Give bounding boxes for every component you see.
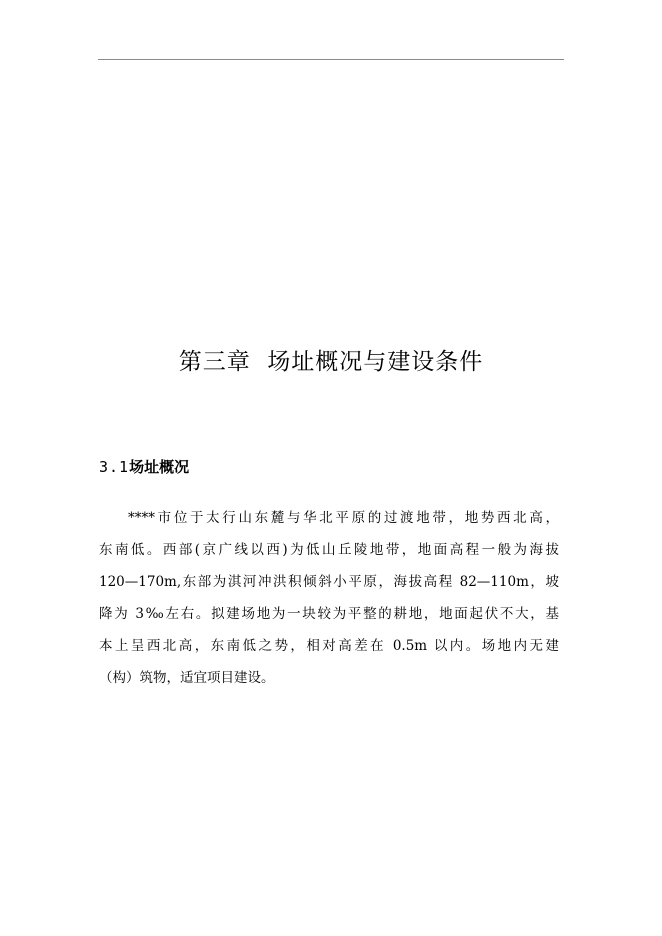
body-paragraph <box>99 502 559 694</box>
section-title: 场址概况 <box>129 458 190 476</box>
section-heading <box>99 456 189 478</box>
paragraph-line: ****市位于太行山东麓与华北平原的过渡地带，地势西北高， <box>128 510 559 526</box>
chapter-title: 第三章 场址概况与建设条件 <box>178 349 484 375</box>
paragraph-line: 本上呈西北高，东南低之势，相对高差在 0.5m 以内。场地内无建 <box>99 638 559 654</box>
paragraph-line: 降为 3‰左右。拟建场地为一块较为平整的耕地，地面起伏不大，基 <box>99 606 559 622</box>
paragraph-line: 东南低。西部(京广线以西)为低山丘陵地带，地面高程一般为海拔 <box>99 542 559 558</box>
paragraph-line: 120—170m,东部为淇河冲洪积倾斜小平原，海拔高程 82—110m，坡 <box>99 574 559 590</box>
section-number: 3.1 <box>99 458 130 476</box>
header-rule <box>98 59 564 60</box>
paragraph-line: （构）筑物，适宜项目建设。 <box>99 670 275 686</box>
